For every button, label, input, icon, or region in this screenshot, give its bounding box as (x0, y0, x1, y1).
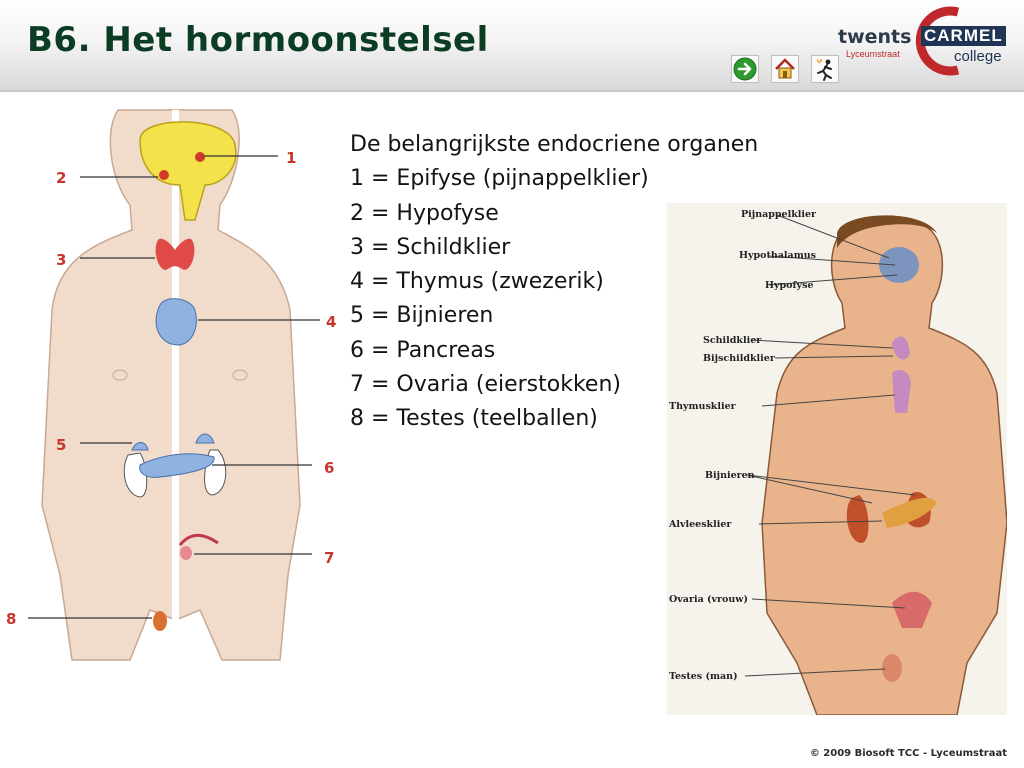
logo-twents: twents (838, 26, 912, 48)
midline (172, 110, 179, 655)
slide-header (0, 0, 1024, 92)
slide-title: B6. Het hormoonstelsel (27, 20, 489, 60)
anatomy-label-thymusklier: Thymusklier (669, 401, 736, 412)
organ-list-item: 3 = Schildklier (350, 234, 511, 260)
runner-icon (812, 56, 838, 82)
home-button[interactable] (771, 55, 799, 83)
organ-list-item: 7 = Ovaria (eierstokken) (350, 372, 621, 398)
diagram-label-3: 3 (56, 251, 67, 269)
diagram-label-5: 5 (56, 436, 67, 454)
diagram-label-8: 8 (6, 610, 17, 628)
diagram-label-1: 1 (286, 149, 297, 167)
anatomy-label-alvleesklier: Alvleesklier (669, 519, 732, 530)
next-slide-button[interactable] (731, 55, 759, 83)
organ-list-item: 4 = Thymus (zwezerik) (350, 269, 604, 295)
anatomy-label-ovaria: Ovaria (vrouw) (669, 594, 748, 605)
pineal-gland (195, 152, 205, 162)
organ-list-item: 1 = Epifyse (pijnappelklier) (350, 166, 649, 192)
logo-college: college (954, 48, 1002, 65)
anatomy-label-testes: Testes (man) (669, 671, 738, 682)
arrow-right-icon (732, 56, 758, 82)
brain-glands (879, 247, 919, 283)
home-icon (772, 56, 798, 82)
anatomy-label-hypothalamus: Hypothalamus (739, 250, 816, 261)
copyright-footer: © 2009 Biosoft TCC - Lyceumstraat (809, 748, 1007, 759)
diagram-label-4: 4 (326, 313, 337, 331)
numbered-body-illustration (0, 105, 350, 665)
anatomy-label-pijnappelklier: Pijnappelklier (741, 209, 817, 220)
organ-list-item: 6 = Pancreas (350, 337, 496, 363)
ovary (180, 546, 192, 560)
anatomy-label-hypofyse: Hypofyse (765, 280, 814, 291)
testis (153, 611, 167, 631)
organ-list (350, 128, 758, 437)
organ-list-item: 2 = Hypofyse (350, 200, 499, 226)
diagram-label-7: 7 (324, 549, 335, 567)
school-logo (808, 6, 1018, 76)
exit-button[interactable] (811, 55, 839, 83)
pituitary-gland (159, 170, 169, 180)
anatomy-label-bijnieren: Bijnieren (705, 470, 755, 481)
organ-list-item: 8 = Testes (teelballen) (350, 406, 598, 432)
anatomy-label-schildklier: Schildklier (703, 335, 762, 346)
anatomy-label-bijschildklier: Bijschildklier (703, 353, 775, 364)
testes-figure (882, 654, 902, 682)
endocrine-diagram-numbered (0, 105, 350, 665)
diagram-label-2: 2 (56, 169, 67, 187)
torso-outline (42, 110, 300, 660)
organ-list-item: 5 = Bijnieren (350, 303, 494, 329)
organ-list-heading: De belangrijkste endocriene organen (350, 132, 759, 157)
body-outline (762, 223, 1007, 715)
diagram-label-6: 6 (324, 459, 335, 477)
logo-carmel: CARMEL (921, 26, 1006, 46)
thymus (156, 299, 196, 345)
logo-lyceumstraat: Lyceumstraat (846, 49, 900, 59)
